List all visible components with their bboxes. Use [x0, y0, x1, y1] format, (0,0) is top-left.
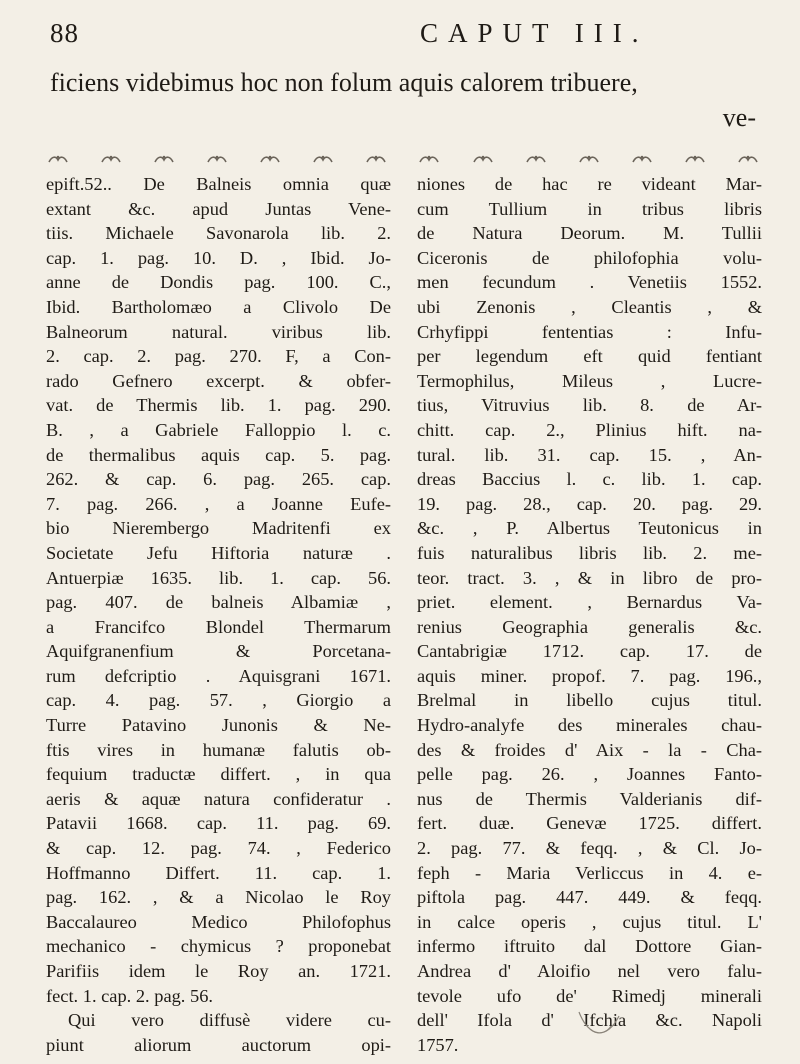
footnote-line-right: Crhyfippi fententias : Infu- [417, 321, 762, 342]
footnote-line-left: Parifiis idem le Roy an. 1721. [46, 961, 391, 981]
footnote-column-left [46, 172, 391, 1057]
footnote-line-right: 2. pag. 77. & feqq. , & Cl. Jo- [417, 838, 762, 859]
footnote-line-left: cap. 1. pag. 10. D. , Ibid. Jo- [46, 247, 391, 268]
footnote-line-left: vat. de Thermis lib. 1. pag. 290. [46, 395, 391, 416]
footnote-line-right: priet. element. , Bernardus Va- [417, 592, 762, 613]
footnote-line-right: 1757. [417, 1034, 459, 1055]
footnote-line-left: pag. 162. , & a Nicolao le Roy [46, 887, 391, 908]
page-number: 88 [50, 18, 79, 48]
fleuron-icon [685, 154, 705, 164]
footnote-line-right: des & froides d' Aix - la - Cha- [417, 739, 762, 760]
footnote-line-left: Patavii 1668. cap. 11. pag. 69. [46, 813, 391, 834]
footnote-line-right: fert. duæ. Genevæ 1725. differt. [417, 813, 762, 834]
footnote-line-right: dell' Ifola d' Ifchia &c. Napoli [417, 1010, 762, 1031]
fleuron-icon [101, 154, 121, 164]
fleuron-icon [260, 154, 280, 164]
footnote-line-left: 262. & cap. 6. pag. 265. cap. [46, 469, 391, 490]
footnote-line-left: ftis vires in humanæ falutis ob- [46, 739, 391, 760]
footnote-line-right: niones de hac re videant Mar- [417, 174, 762, 194]
footnote-line-left: fect. 1. cap. 2. pag. 56. [46, 985, 213, 1006]
footnote-line-left: aeris & aquæ natura confideratur . [46, 788, 391, 809]
footnote-line-left: Hoffmanno Differt. 11. cap. 1. [46, 862, 391, 883]
footnote-line-right: 19. pag. 28., cap. 20. pag. 29. [417, 493, 762, 514]
footnote-line-left: Societate Jefu Hiftoria naturæ . [46, 542, 391, 563]
footnote-line-left: epift.52.. De Balneis omnia quæ [46, 174, 391, 194]
footnote-line-left: Ibid. Bartholomæo a Clivolo De [46, 296, 391, 317]
footnote-line-left: anne de Dondis pag. 100. C., [46, 272, 391, 293]
footnote-line-right: aquis miner. propof. 7. pag. 196., [417, 665, 762, 686]
footnote-line-right: dreas Baccius l. c. lib. 1. cap. [417, 469, 762, 490]
footnote-line-right: renius Geographia generalis &c. [417, 616, 762, 637]
footnote-line-left: cap. 4. pag. 57. , Giorgio a [46, 690, 391, 711]
footnote-line-left: piunt aliorum auctorum opi- [46, 1034, 391, 1055]
footnote-line-left: pag. 407. de balneis Albamiæ , [46, 592, 391, 613]
footnote-line-left: B. , a Gabriele Falloppio l. c. [46, 419, 391, 440]
footnote-line-right: Andrea d' Aloifio nel vero falu- [417, 961, 762, 981]
fleuron-icon [579, 154, 599, 164]
footnote-line-left: Turre Patavino Junonis & Ne- [46, 715, 391, 736]
footnote-line-right: feph - Maria Verliccus in 4. e- [417, 862, 762, 883]
footnote-line-right: tural. lib. 31. cap. 15. , An- [417, 444, 762, 465]
flourish-icon [577, 1010, 621, 1044]
footnote-line-left: & cap. 12. pag. 74. , Federico [46, 838, 391, 859]
fleuron-icon [154, 154, 174, 164]
lead-text: ficiens videbimus hoc non folum aquis calorem tribuere, [50, 68, 638, 97]
fleuron-icon [473, 154, 493, 164]
catchword: ve- [722, 103, 756, 132]
footnote-line-left: a Francifco Blondel Thermarum [46, 616, 391, 637]
footnote-line-right: in calce operis , cujus titul. L' [417, 911, 762, 932]
footnote-line-left: rado Gefnero excerpt. & obfer- [46, 370, 391, 391]
footnote-line-left: mechanico - chymicus ? proponebat [46, 936, 391, 957]
fleuron-icon [632, 154, 652, 164]
footnote-line-left: tiis. Michaele Savonarola lib. 2. [46, 223, 391, 244]
footnote-column-right [417, 172, 762, 1057]
footnote-line-left: Aquifgranenfium & Porcetana- [46, 641, 391, 662]
footnote-line-left: extant &c. apud Juntas Vene- [46, 198, 391, 219]
footnote-line-right: men fecundum . Venetiis 1552. [417, 272, 762, 293]
footnote-line-right: de Natura Deorum. M. Tullii [417, 223, 762, 244]
footnote-line-right: nus de Thermis Valderianis dif- [417, 788, 762, 809]
footnote-line-right: piftola pag. 447. 449. & feqq. [417, 887, 762, 908]
footnote-line-left: Baccalaureo Medico Philofophus [46, 911, 391, 932]
footnote-line-left: 2. cap. 2. pag. 270. F, a Con- [46, 346, 391, 367]
footnote-line-right: teor. tract. 3. , & in libro de pro- [417, 567, 762, 588]
fleuron-icon [526, 154, 546, 164]
footnote-line-right: tevole ufo de' Rimedj minerali [417, 985, 762, 1006]
footnote-line-left: fequium traductæ differt. , in qua [46, 764, 391, 785]
ornament-divider [48, 152, 758, 166]
fleuron-icon [48, 154, 68, 164]
fleuron-icon [419, 154, 439, 164]
footnote-line-right: per legendum eft quid fentiant [417, 346, 762, 367]
footnote-line-right: cum Tullium in tribus libris [417, 198, 762, 219]
footnote-line-right: tius, Vitruvius lib. 8. de Ar- [417, 395, 762, 416]
footnote-line-right: pelle pag. 26. , Joannes Fanto- [417, 764, 762, 785]
footnote-line-right: infermo iftruito dal Dottore Gian- [417, 936, 762, 957]
footnote-line-right: Brelmal in libello cujus titul. [417, 690, 762, 711]
footnote-line-right: Hydro-analyfe des minerales chau- [417, 715, 762, 736]
footnote-line-left: Balneorum natural. viribus lib. [46, 321, 391, 342]
fleuron-icon [207, 154, 227, 164]
footnote-line-left: 7. pag. 266. , a Joanne Eufe- [46, 493, 391, 514]
footnote-line-left: rum defcriptio . Aquisgrani 1671. [46, 665, 391, 686]
fleuron-icon [366, 154, 386, 164]
page-header [0, 18, 800, 58]
footnote-line-left: de thermalibus aquis cap. 5. pag. [46, 444, 391, 465]
footnote-line-right: &c. , P. Albertus Teutonicus in [417, 518, 762, 539]
footnote-line-right: Termophilus, Mileus , Lucre- [417, 370, 762, 391]
footnote-line-left: Qui vero diffusè videre cu- [68, 1010, 391, 1031]
footnote-line-right: chitt. cap. 2., Plinius hift. na- [417, 419, 762, 440]
footnote-line-right: ubi Zenonis , Cleantis , & [417, 296, 762, 317]
footnote-line-right: Ciceronis de philofophia volu- [417, 247, 762, 268]
footnote-line-left: Antuerpiæ 1635. lib. 1. cap. 56. [46, 567, 391, 588]
fleuron-icon [738, 154, 758, 164]
footnote-line-right: Cantabrigiæ 1712. cap. 17. de [417, 641, 762, 662]
fleuron-icon [313, 154, 333, 164]
footnote-line-right: fuis naturalibus libris lib. 2. me- [417, 542, 762, 563]
footnote-line-left: bio Nierembergo Madritenfi ex [46, 518, 391, 539]
running-head: CAPUT III. [420, 18, 649, 48]
